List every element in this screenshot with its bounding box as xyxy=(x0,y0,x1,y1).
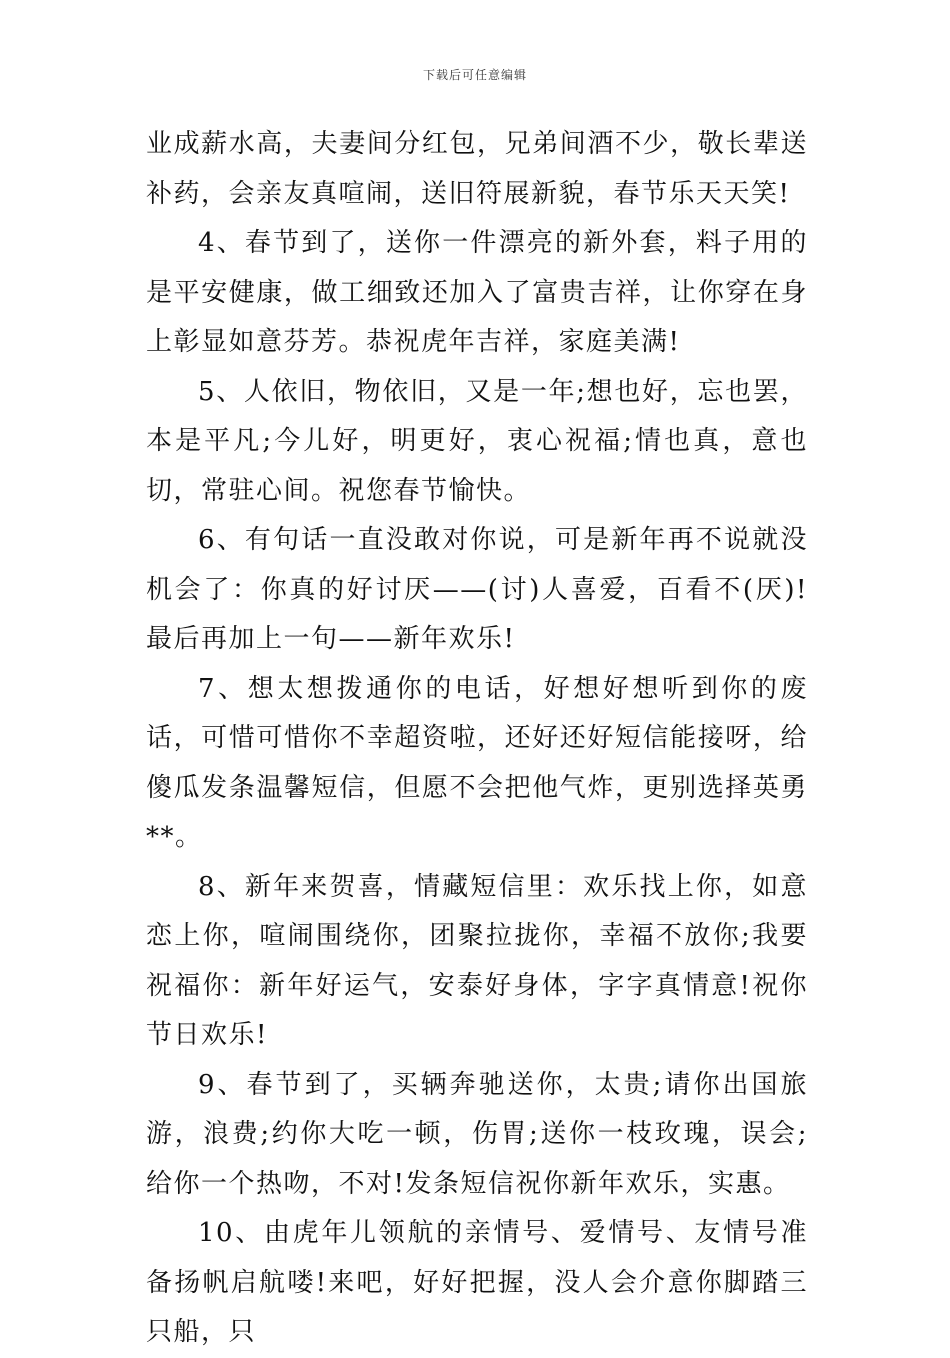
paragraph-item-7: 7、想太想拨通你的电话，好想好想听到你的废话，可惜可惜你不幸超资啦，还好还好短信能接呀，给傻瓜发条温馨短信，但愿不会把他气炸，更别选择英勇**。 xyxy=(146,673,808,852)
paragraph-item-9: 9、春节到了，买辆奔驰送你，太贵;请你出国旅游，浪费;约你大吃一顿，伤胃;送你一枝玫瑰，误会;给你一个热吻，不对!发条短信祝你新年欢乐，实惠。 xyxy=(146,1069,808,1199)
document-body xyxy=(146,120,808,1358)
paragraph-item-10: 10、由虎年儿领航的亲情号、爱情号、友情号准备扬帆启航喽!来吧，好好把握，没人会介意你脚踏三只船，只 xyxy=(146,1218,808,1347)
paragraph-item-5: 5、人依旧，物依旧，又是一年;想也好，忘也罢，本是平凡;今儿好，明更好，衷心祝福;情也真，意也切，常驻心间。祝您春节愉快。 xyxy=(146,376,808,506)
page-header-note: 下载后可任意编辑 xyxy=(422,68,527,82)
paragraph-item-6: 6、有句话一直没敢对你说，可是新年再不说就没机会了：你真的好讨厌——(讨)人喜爱，百看不(厌)!最后再加上一句——新年欢乐! xyxy=(146,525,808,654)
paragraph-item-4: 4、春节到了，送你一件漂亮的新外套，料子用的是平安健康，做工细致还加入了富贵吉祥，让你穿在身上彰显如意芬芳。恭祝虎年吉祥，家庭美满! xyxy=(146,228,808,357)
paragraph-continuation: 业成薪水高，夫妻间分红包，兄弟间酒不少，敬长辈送补药，会亲友真喧闹，送旧符展新貌，春节乐天天笑! xyxy=(146,129,808,209)
paragraph-item-8: 8、新年来贺喜，情藏短信里：欢乐找上你，如意恋上你，喧闹围绕你，团聚拉拢你，幸福不放你;我要祝福你：新年好运气，安泰好身体，字字真情意!祝你节日欢乐! xyxy=(146,871,808,1050)
